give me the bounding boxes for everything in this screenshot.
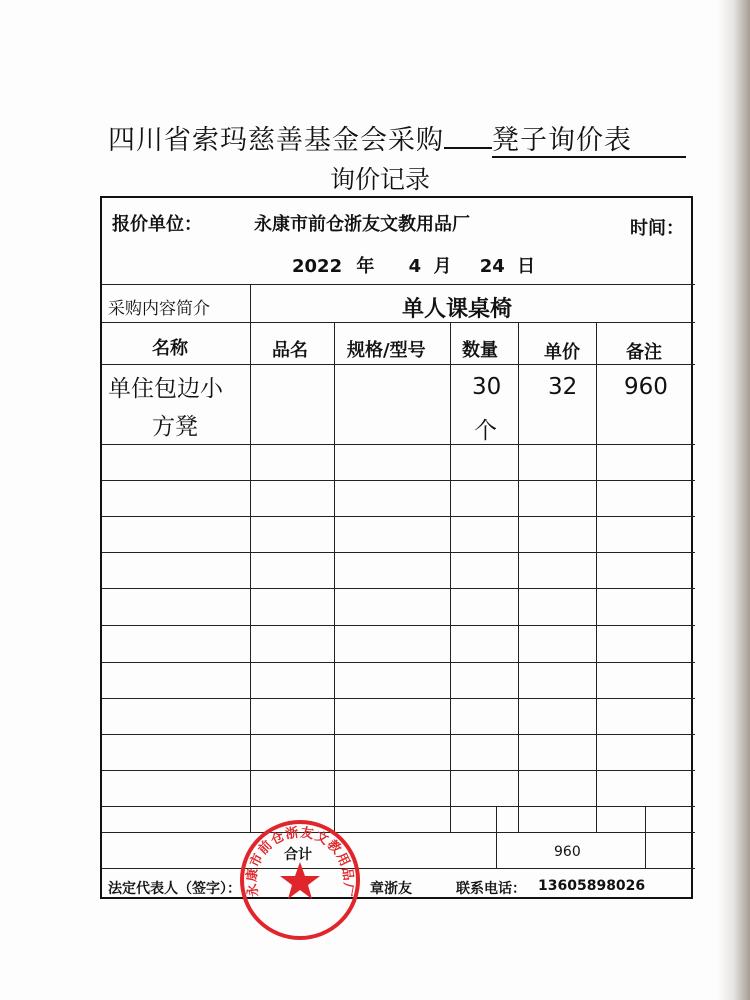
row-divider [102,364,695,365]
row-divider [102,588,695,589]
row-divider [102,625,695,626]
quote-unit-value: 永康市前仓浙友文教用品厂 [254,214,470,235]
date-day: 24 [479,256,505,277]
inquiry-table [100,196,693,899]
rep-name: 章浙友 [370,881,412,897]
row-divider [102,832,695,833]
total-value: 960 [554,844,581,860]
title-underline-blank [444,127,492,149]
row-divider [102,734,695,735]
cell-qty-line2: 个 [474,418,497,444]
date-year-unit: 年 [356,256,375,277]
row-divider [102,322,695,323]
col-divider [518,322,519,832]
cell-name-line1: 单住包边小 [108,376,223,402]
document-subtitle: 询价记录 [330,165,431,194]
row-divider [102,552,695,553]
row-divider [102,444,695,445]
seal-star-icon [280,862,320,899]
date-day-unit: 日 [517,256,536,277]
content-value: 单人课桌椅 [402,297,513,322]
col-header-name: 名称 [152,338,188,359]
document-title [108,118,686,157]
content-label: 采购内容简介 [108,299,210,319]
col-header-product: 品名 [272,340,308,361]
col-divider [645,806,646,868]
col-header-remark: 备注 [626,342,662,363]
company-seal [238,818,362,942]
cell-qty-line1: 30 [472,374,502,400]
row-divider [102,284,695,285]
row-divider [102,480,695,481]
col-divider [250,284,251,322]
date-month-unit: 月 [433,256,452,277]
phone-label: 联系电话： [456,881,526,897]
cell-name-line2: 方凳 [152,414,198,440]
col-header-unit-price: 单价 [544,342,580,363]
row-divider [102,662,695,663]
col-divider [496,806,497,868]
cell-remark: 960 [624,374,668,400]
col-divider [450,322,451,832]
row-divider [102,770,695,771]
quote-unit-label: 报价单位： [112,214,202,235]
col-header-spec: 规格/型号 [347,340,426,361]
scan-edge-shadow [717,0,750,1000]
col-divider [334,322,335,832]
date [292,252,535,278]
col-divider [250,322,251,832]
date-year: 2022 [292,256,343,277]
row-divider [102,698,695,699]
row-divider [102,516,695,517]
phone-value: 13605898026 [538,878,646,894]
cell-unit-price: 32 [548,374,578,400]
time-label: 时间： [630,218,684,239]
rep-label: 法定代表人（签字）： [108,881,241,897]
row-divider [102,868,695,869]
col-header-qty: 数量 [462,340,498,361]
title-prefix: 四川省索玛慈善基金会采购 [108,125,444,156]
col-divider [596,322,597,832]
title-item: 凳子询价表 [492,125,686,158]
row-divider [102,806,695,807]
date-month: 4 [408,256,422,277]
seal-text: 永康市前仓浙友文教用品厂 [244,825,356,899]
total-label: 合计 [284,847,312,863]
